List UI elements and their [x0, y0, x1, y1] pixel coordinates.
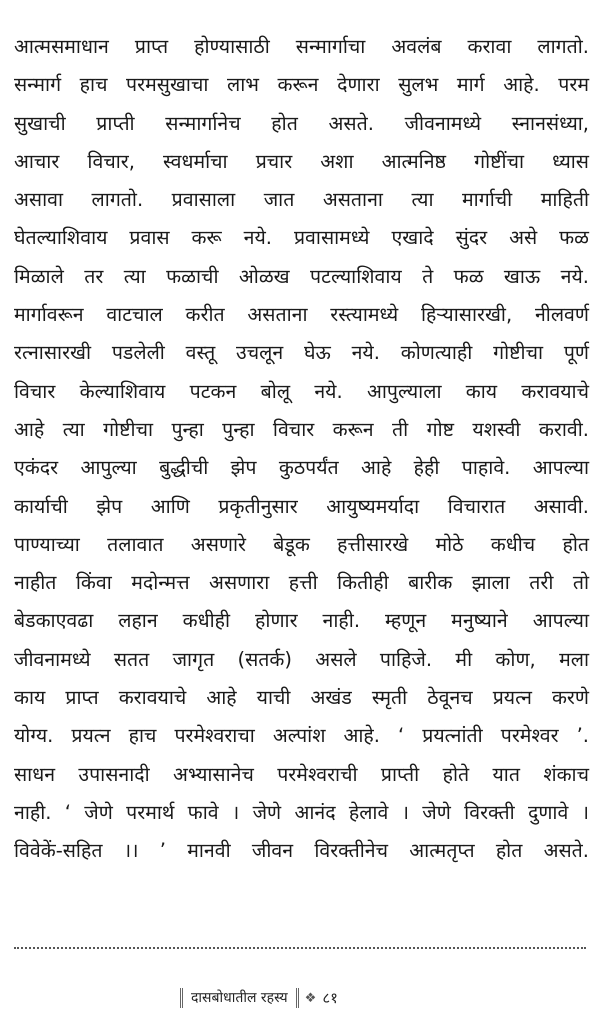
ornament-icon: ❖ — [304, 990, 317, 1006]
text-line: नाहीत किंवा मदोन्मत्त असणारा हत्ती कितीही बारीक झाला तरी तो — [14, 571, 589, 595]
running-book-title: दासबोधातील रहस्य — [180, 988, 299, 1008]
text-line: मिळाले तर त्या फळाची ओळख पटल्याशिवाय ते फळ खाऊ नये. — [14, 264, 589, 288]
text-line: एकंदर आपुल्या बुद्धीची झेप कुठपर्यंत आहे हेही पाहावे. आपल्या — [14, 456, 589, 480]
page-number: ८१ — [322, 989, 338, 1007]
text-line: घेतल्याशिवाय प्रवास करू नये. प्रवासामध्ये एखादे सुंदर असे फळ — [14, 226, 589, 250]
text-line: विवेकें-सहित ।। ’ मानवी जीवन विरक्तीनेच आत्मतृप्त होत असते. — [14, 839, 589, 863]
text-line: कार्याची झेप आणि प्रकृतीनुसार आयुष्यमर्यादा विचारात असावी. — [14, 494, 589, 518]
text-line: रत्नासारखी पडलेली वस्तू उचलून घेऊ नये. कोणत्याही गोष्टीचा पूर्ण — [14, 341, 589, 365]
text-line: योग्य. प्रयत्न हाच परमेश्वराचा अल्पांश आहे. ‘ प्रयत्नांती परमेश्वर ’. — [14, 724, 589, 748]
body-text — [14, 28, 589, 871]
text-line: विचार केल्याशिवाय पटकन बोलू नये. आपुल्याला काय करावयाचे — [14, 379, 589, 403]
text-line: आत्मसमाधान प्राप्त होण्यासाठी सन्मार्गाचा अवलंब करावा लागतो. — [14, 35, 589, 58]
text-line: सुखाची प्राप्ती सन्मार्गानेच होत असते. जीवनामध्ये स्नानसंध्या, — [14, 111, 589, 135]
text-line: असावा लागतो. प्रवासाला जात असताना त्या मार्गाची माहिती — [14, 188, 589, 212]
footer-divider — [14, 947, 586, 949]
text-line: सन्मार्ग हाच परमसुखाचा लाभ करून देणारा सुलभ मार्ग आहे. परम — [14, 73, 589, 97]
page-footer — [180, 985, 440, 1011]
text-line: पाण्याच्या तलावात असणारे बेडूक हत्तीसारखे मोठे कधीच होत — [14, 532, 589, 556]
text-line: काय प्राप्त करावयाचे आहे याची अखंड स्मृती ठेवूनच प्रयत्न करणे — [14, 686, 589, 710]
text-line: जीवनामध्ये सतत जागृत (सतर्क) असले पाहिजे. मी कोण, मला — [14, 647, 589, 671]
text-line: नाही. ‘ जेणे परमार्थ फावे । जेणे आनंद हेलावे । जेणे विरक्ती दुणावे । — [14, 800, 589, 824]
text-line: आचार विचार, स्वधर्माचा प्रचार अशा आत्मनिष्ठ गोष्टींचा ध्यास — [14, 149, 589, 173]
text-line: मार्गावरून वाटचाल करीत असताना रस्त्यामध्ये हिऱ्यासारखी, नीलवर्ण — [14, 303, 589, 327]
text-line: साधन उपासनादी अभ्यासानेच परमेश्वराची प्राप्ती होते यात शंकाच — [14, 762, 589, 786]
text-line: बेडकाएवढा लहान कधीही होणार नाही. म्हणून मनुष्याने आपल्या — [14, 609, 589, 633]
text-line: आहे त्या गोष्टीचा पुन्हा पुन्हा विचार करून ती गोष्ट यशस्वी करावी. — [14, 417, 589, 441]
